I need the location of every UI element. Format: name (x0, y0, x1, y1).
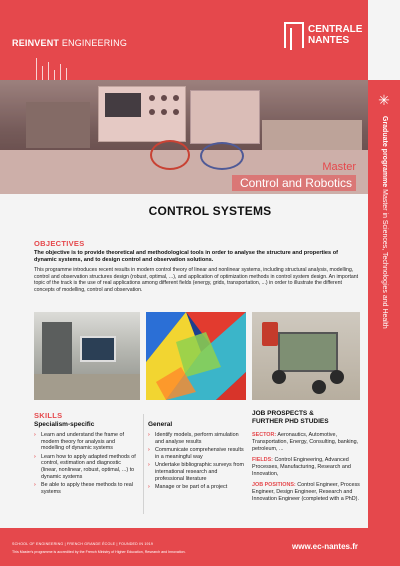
side-strip-bold: Graduate programme (381, 116, 388, 188)
centrale-nantes-logo (278, 18, 368, 62)
fields-block (252, 457, 360, 477)
list-item: › Undertake bibliographic surveys from international research and professional literature (148, 462, 246, 482)
list-item: › Manage or be part of a project (148, 484, 246, 491)
positions-label: JOB POSITIONS: (252, 482, 296, 488)
sector-block (252, 432, 360, 452)
logo-line-1: CENTRALE (308, 24, 363, 35)
objectives-heading: OBJECTIVES (34, 239, 85, 248)
objectives-body: This programme introduces recent results in modern control theory of linear and nonlinear systems, including structural analysis, modelling, control and observation structures design (robust, optimal, ...), and application of optimization methods in control system design. An important topic of the track is the use of real applications among different fields (energy, grids, transportation, ...) in order to illustrate the different concepts of modelling, control and observation. (34, 267, 359, 293)
fields-text: Control Engineering, Advanced Processes, Manufacturing, Research and Innovation, (252, 457, 351, 477)
decorative-ticks (36, 58, 76, 80)
objectives-lead: The objective is to provide theoretical and methodological tools in order to analyse the structure and properties of dynamic systems, and to design control and observation solutions. (34, 250, 338, 263)
star-icon: ✳ (378, 92, 390, 108)
logo-line-2: NANTES (308, 35, 350, 46)
positions-text: Control Engineer, Process Engineer, Design Engineer, Research and Innovation Engineer (completed with a PhD). (252, 482, 360, 502)
list-item: › Learn and understand the frame of modern theory for analysis and modelling of dynamic systems (34, 432, 138, 452)
column-divider (143, 414, 144, 514)
brand-bold: REINVENT (12, 38, 60, 48)
brand-thin: ENGINEERING (61, 38, 128, 48)
skills-heading: SKILLS (34, 411, 63, 420)
specialism-list (34, 432, 138, 497)
master-label: Master (322, 161, 356, 173)
sector-label: SECTOR: (252, 432, 277, 438)
corner-spacer (368, 0, 400, 80)
master-banner (192, 160, 368, 194)
list-item: › Communicate comprehensive results in a meaningful way (148, 447, 246, 460)
footer-accreditation: This Master's programme is accredited by the French Ministry of Higher Education, Research and Innovation. (12, 550, 186, 554)
general-heading: General (148, 421, 173, 428)
sector-text: Aeronautics, Automotive, Transportation, Energy, Consulting, banking, petroleum, ... (252, 432, 359, 452)
photo-control-lab (34, 312, 140, 400)
list-item: › Be able to apply these methods to real systems (34, 482, 138, 495)
page-title: CONTROL SYSTEMS (148, 204, 272, 218)
positions-block (252, 482, 360, 502)
general-list (148, 432, 246, 493)
list-item: › Learn how to apply adapted methods of control, estimation and diagnostic (linear, nonlinear, robust, optimal, ...) to dynamic systems (34, 454, 138, 480)
programme-label: Control and Robotics (232, 175, 356, 191)
job-heading-line-1: JOB PROSPECTS & (252, 410, 314, 417)
footer-school-line: SCHOOL OF ENGINEERING | FRENCH GRANDE ÉCOLE | FOUNDED IN 1919 (12, 542, 154, 546)
job-prospects-heading (252, 410, 329, 426)
logo-mark-icon (284, 22, 304, 48)
header-band (0, 0, 368, 80)
footer-band (0, 528, 368, 566)
photo-robot-platform (252, 312, 360, 400)
side-strip-text (377, 116, 391, 416)
side-strip (368, 80, 400, 566)
website-link[interactable]: www.ec-nantes.fr (292, 542, 358, 551)
list-item: › Identify models, perform simulation and analyse results (148, 432, 246, 445)
reinvent-engineering-tagline (12, 38, 127, 48)
side-strip-rest: Master in Sciences, Technologies and Health (381, 187, 388, 329)
photo-colour-plot (146, 312, 246, 400)
specialism-heading: Specialism-specific (34, 421, 95, 428)
job-heading-line-2: FURTHER PHD STUDIES (252, 418, 329, 425)
fields-label: FIELDS: (252, 457, 273, 463)
